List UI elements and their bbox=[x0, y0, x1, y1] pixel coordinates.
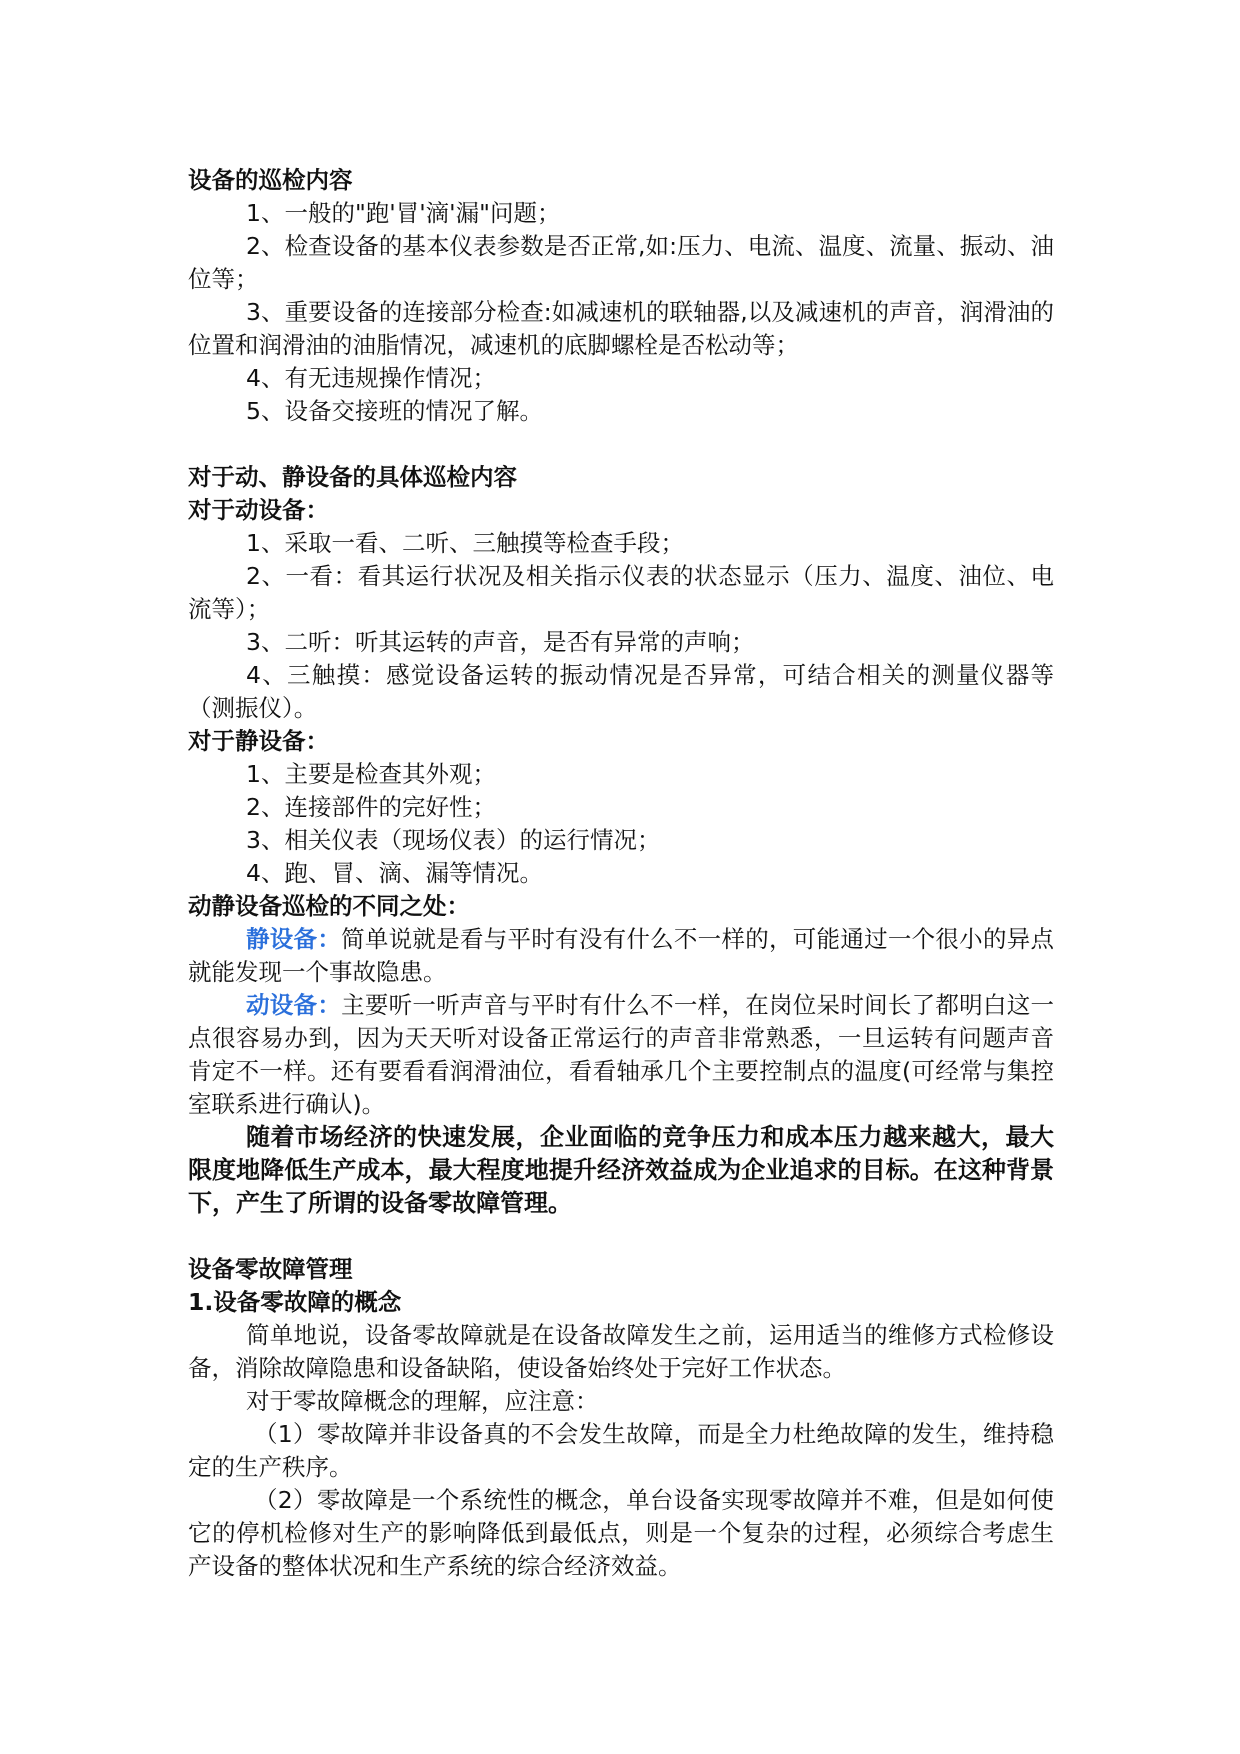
difference-heading: 动静设备巡检的不同之处： bbox=[188, 892, 470, 920]
static-difference-paragraph bbox=[188, 923, 1054, 989]
list-item: 2、一看：看其运行状况及相关指示仪表的状态显示（压力、温度、油位、电流等）； bbox=[188, 562, 1054, 623]
list-item: 1、主要是检查其外观； bbox=[246, 760, 496, 788]
dynamic-equipment-heading: 对于动设备： bbox=[188, 496, 329, 524]
section-title-inspection: 设备的巡检内容 bbox=[188, 166, 353, 194]
subsection-title-concept: 1.设备零故障的概念 bbox=[188, 1288, 402, 1316]
document-page bbox=[188, 164, 1054, 1583]
list-item: 2、检查设备的基本仪表参数是否正常,如:压力、电流、温度、流量、振动、油位等； bbox=[188, 232, 1054, 293]
point-2: （2）零故障是一个系统性的概念，单台设备实现零故障并不难，但是如何使它的停机检修对生产的影响降低到最低点，则是一个复杂的过程，必须综合考虑生产设备的整体状况和生产系统的综合经济效益。 bbox=[188, 1486, 1054, 1580]
paragraph: 对于零故障概念的理解，应注意： bbox=[246, 1387, 599, 1415]
section-title-zero-failure: 设备零故障管理 bbox=[188, 1255, 353, 1283]
list-item: 4、三触摸：感觉设备运转的振动情况是否异常，可结合相关的测量仪器等（测振仪）。 bbox=[188, 661, 1054, 722]
dynamic-text: 主要听一听声音与平时有什么不一样，在岗位呆时间长了都明白这一点很容易办到，因为天天听对设备正常运行的声音非常熟悉，一旦运转有问题声音肯定不一样。还有要看看润滑油位，看看轴承几个主要控制点的温度(可经常与集控室联系进行确认)。 bbox=[188, 991, 1055, 1118]
dynamic-difference-paragraph bbox=[188, 989, 1054, 1121]
static-equipment-heading: 对于静设备： bbox=[188, 727, 329, 755]
point-1: （1）零故障并非设备真的不会发生故障，而是全力杜绝故障的发生，维持稳定的生产秩序。 bbox=[188, 1420, 1054, 1481]
list-item: 1、一般的"跑'冒'滴'漏"问题； bbox=[246, 199, 561, 227]
section-title-dynamic-static: 对于动、静设备的具体巡检内容 bbox=[188, 463, 517, 491]
spacer bbox=[188, 1220, 1054, 1253]
list-item: 1、采取一看、二听、三触摸等检查手段； bbox=[246, 529, 684, 557]
spacer bbox=[188, 428, 1054, 461]
list-item: 3、重要设备的连接部分检查:如减速机的联轴器,以及减速机的声音，润滑油的位置和润滑油的油脂情况，减速机的底脚螺栓是否松动等； bbox=[188, 298, 1054, 359]
dynamic-label: 动设备： bbox=[246, 991, 342, 1019]
list-item: 5、设备交接班的情况了解。 bbox=[246, 397, 543, 425]
list-item: 3、二听：听其运转的声音，是否有异常的声响； bbox=[246, 628, 755, 656]
static-label: 静设备： bbox=[246, 925, 342, 953]
list-item: 3、相关仪表（现场仪表）的运行情况； bbox=[246, 826, 661, 854]
list-item: 4、有无违规操作情况； bbox=[246, 364, 496, 392]
paragraph: 简单地说，设备零故障就是在设备故障发生之前，运用适当的维修方式检修设备，消除故障隐患和设备缺陷，使设备始终处于完好工作状态。 bbox=[188, 1321, 1054, 1382]
static-text: 简单说就是看与平时有没有什么不一样的，可能通过一个很小的异点就能发现一个事故隐患。 bbox=[188, 925, 1055, 986]
list-item: 4、跑、冒、滴、漏等情况。 bbox=[246, 859, 543, 887]
bold-summary-paragraph: 随着市场经济的快速发展，企业面临的竞争压力和成本压力越来越大，最大限度地降低生产成本，最大程度地提升经济效益成为企业追求的目标。在这种背景下，产生了所谓的设备零故障管理。 bbox=[188, 1123, 1054, 1217]
list-item: 2、连接部件的完好性； bbox=[246, 793, 496, 821]
